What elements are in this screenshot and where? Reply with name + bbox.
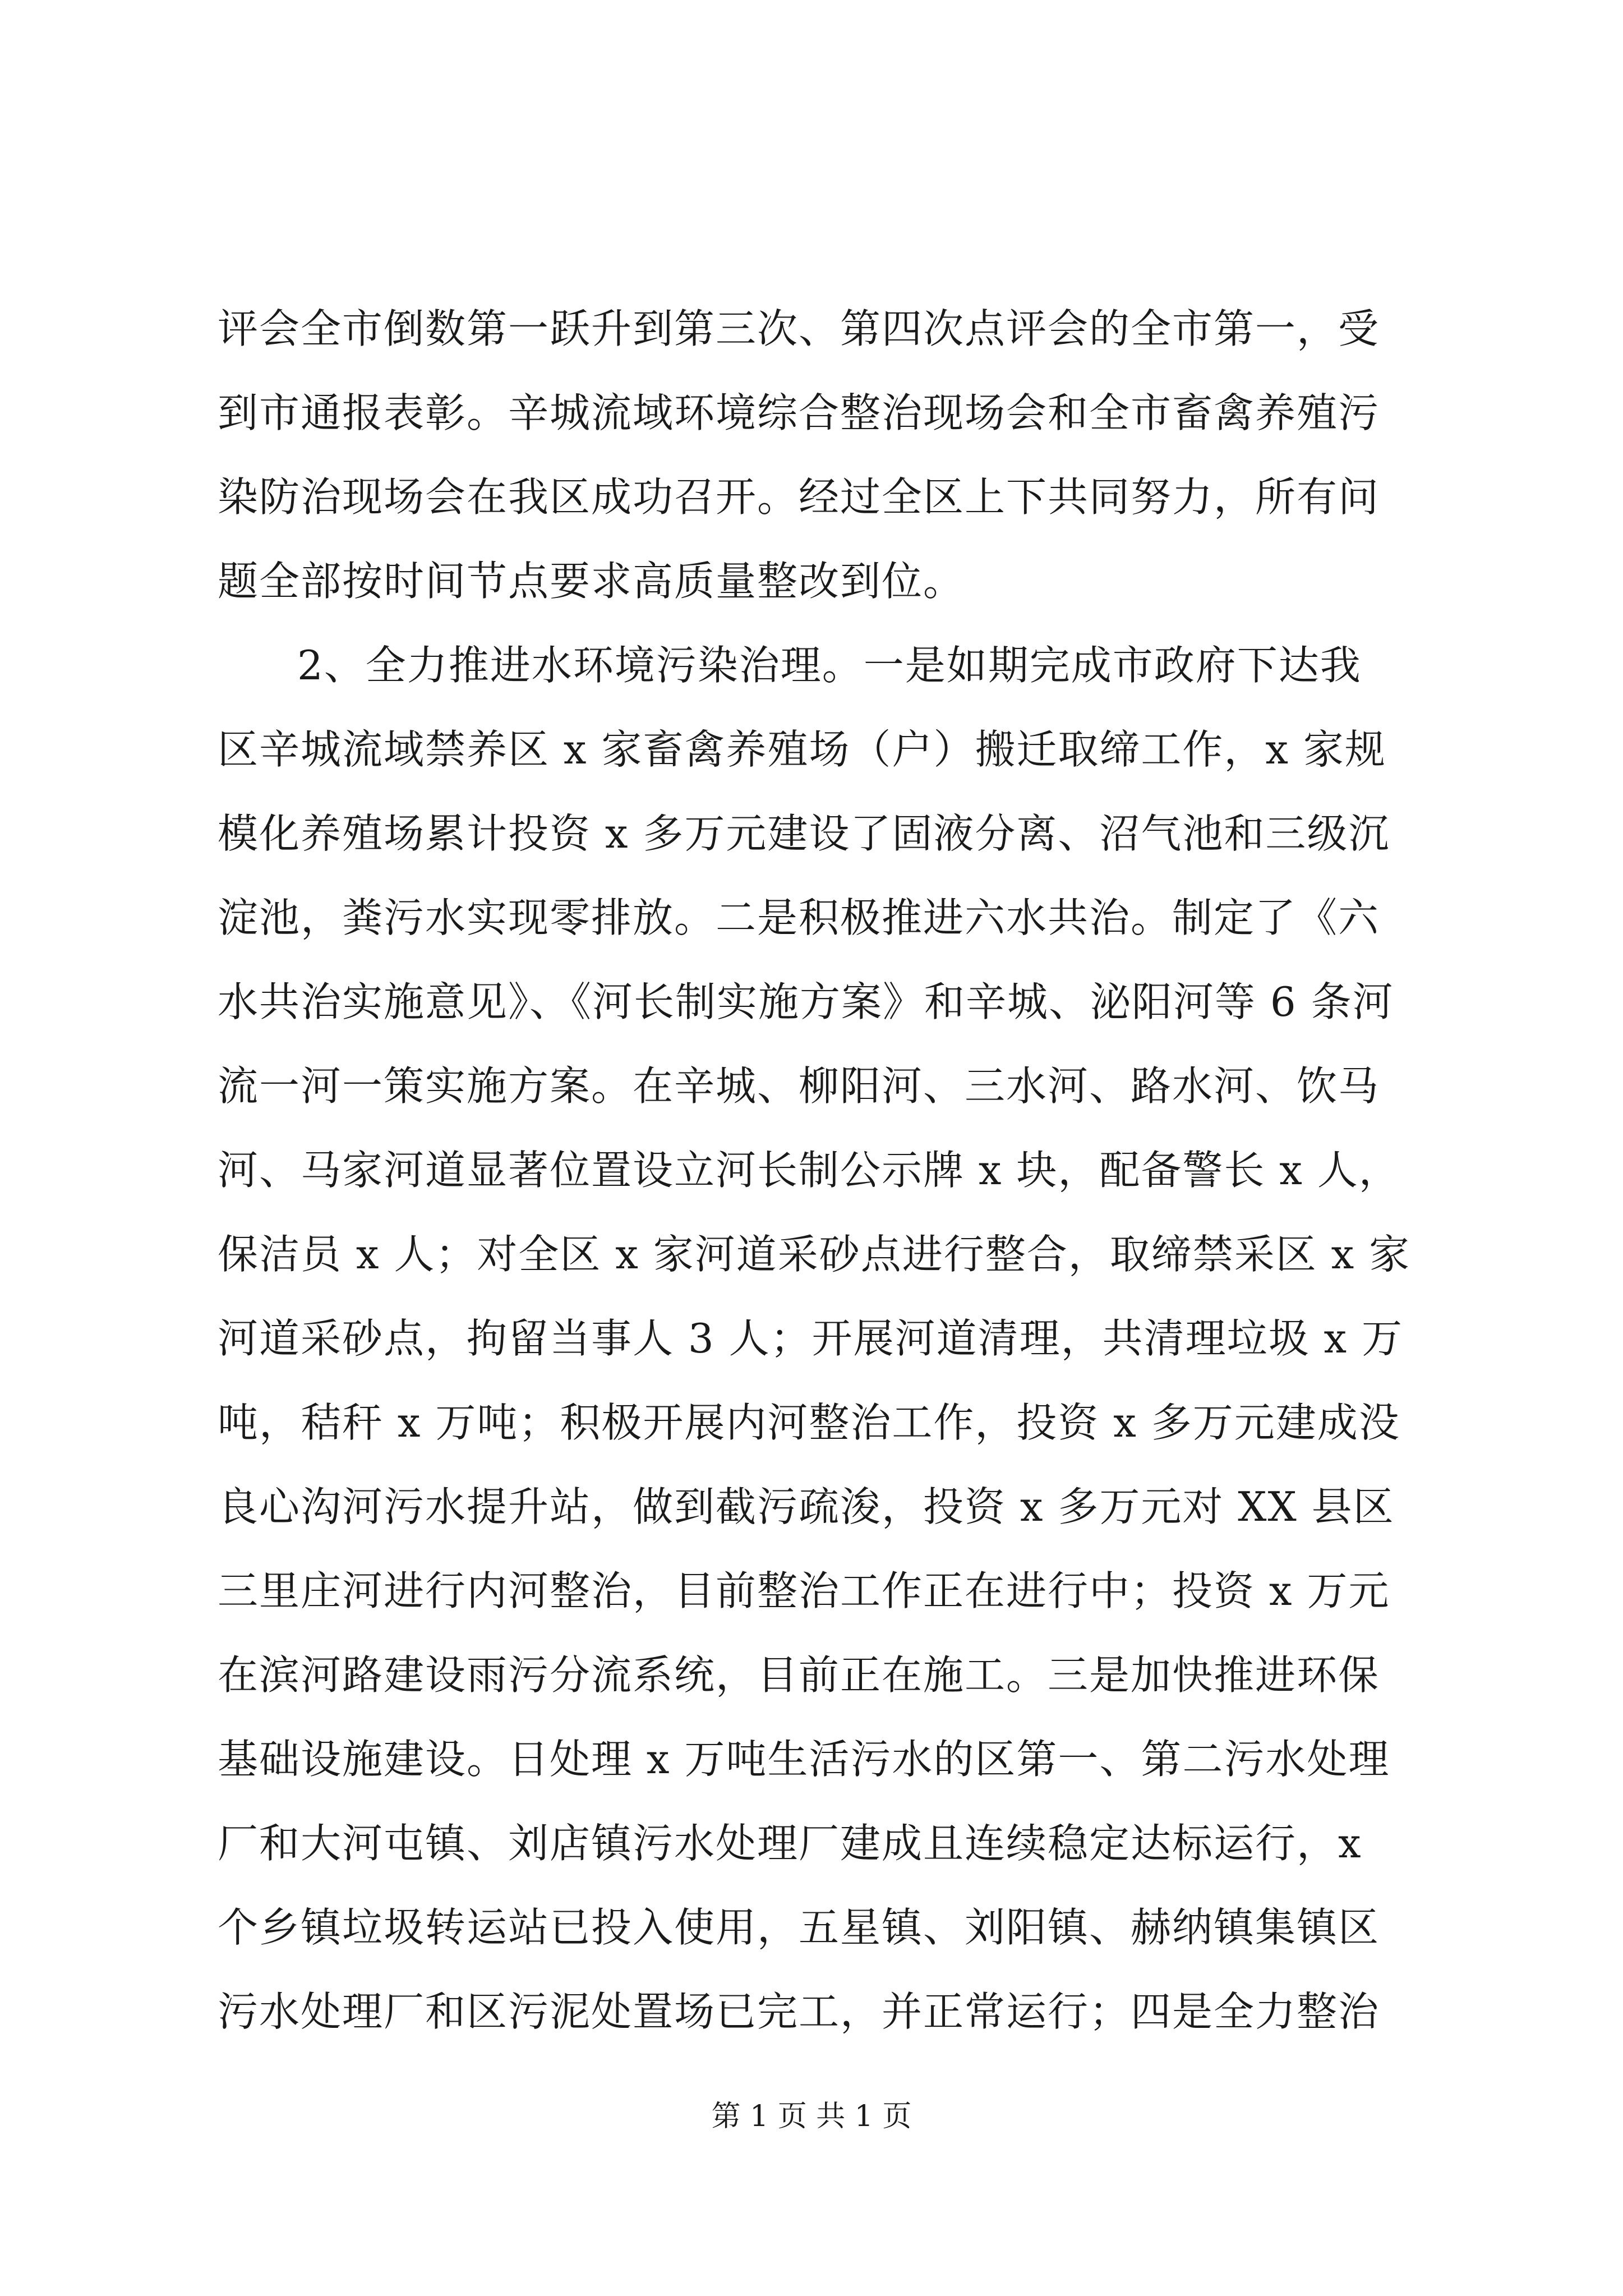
text-line: 模化养殖场累计投资 x 多万元建设了固液分离、沼气池和三级沉 — [218, 810, 1390, 857]
text-line: 在滨河路建设雨污分流系统，目前正在施工。三是加快推进环保 — [218, 1651, 1380, 1699]
text-line: 吨，秸秆 x 万吨；积极开展内河整治工作，投资 x 多万元建成没 — [218, 1399, 1400, 1446]
text-line: 污水处理厂和区污泥处置场已完工，并正常运行；四是全力整治 — [218, 1988, 1380, 2035]
text-line: 良心沟河污水提升站，做到截污疏浚，投资 x 多万元对 XX 县区 — [218, 1483, 1395, 1530]
text-line: 染防治现场会在我区成功召开。经过全区上下共同努力，所有问 — [218, 473, 1380, 521]
text-line: 流一河一策实施方案。在辛城、柳阳河、三水河、路水河、饮马 — [218, 1062, 1380, 1110]
text-line: 题全部按时间节点要求高质量整改到位。 — [218, 558, 965, 605]
text-line: 厂和大河屯镇、刘店镇污水处理厂建成且连续稳定达标运行，x — [218, 1820, 1362, 1867]
text-line: 淀池，粪污水实现零排放。二是积极推进六水共治。制定了《六 — [218, 894, 1380, 941]
text-line: 保洁员 x 人；对全区 x 家河道采砂点进行整合，取缔禁采区 x 家 — [218, 1231, 1411, 1278]
text-line: 基础设施建设。日处理 x 万吨生活污水的区第一、第二污水处理 — [218, 1736, 1390, 1783]
text-line: 个乡镇垃圾转运站已投入使用，五星镇、刘阳镇、赫纳镇集镇区 — [218, 1904, 1380, 1951]
paragraph-first-line: 2、全力推进水环境污染治理。一是如期完成市政府下达我 — [297, 642, 1362, 689]
text-line: 到市通报表彰。辛城流域环境综合整治现场会和全市畜禽养殖污 — [218, 389, 1380, 436]
text-line: 评会全市倒数第一跃升到第三次、第四次点评会的全市第一，受 — [218, 305, 1380, 352]
text-line: 区辛城流域禁养区 x 家畜禽养殖场（户）搬迁取缔工作，x 家规 — [218, 726, 1386, 773]
text-line: 河道采砂点，拘留当事人 3 人；开展河道清理，共清理垃圾 x 万 — [218, 1315, 1403, 1362]
text-line: 水共治实施意见》、《河长制实施方案》和辛城、泌阳河等 6 条河 — [218, 978, 1394, 1025]
text-line: 三里庄河进行内河整治，目前整治工作正在进行中；投资 x 万元 — [218, 1567, 1390, 1614]
page-footer: 第 1 页 共 1 页 — [711, 2100, 912, 2133]
text-line: 河、马家河道显著位置设立河长制公示牌 x 块，配备警长 x 人， — [218, 1147, 1400, 1194]
